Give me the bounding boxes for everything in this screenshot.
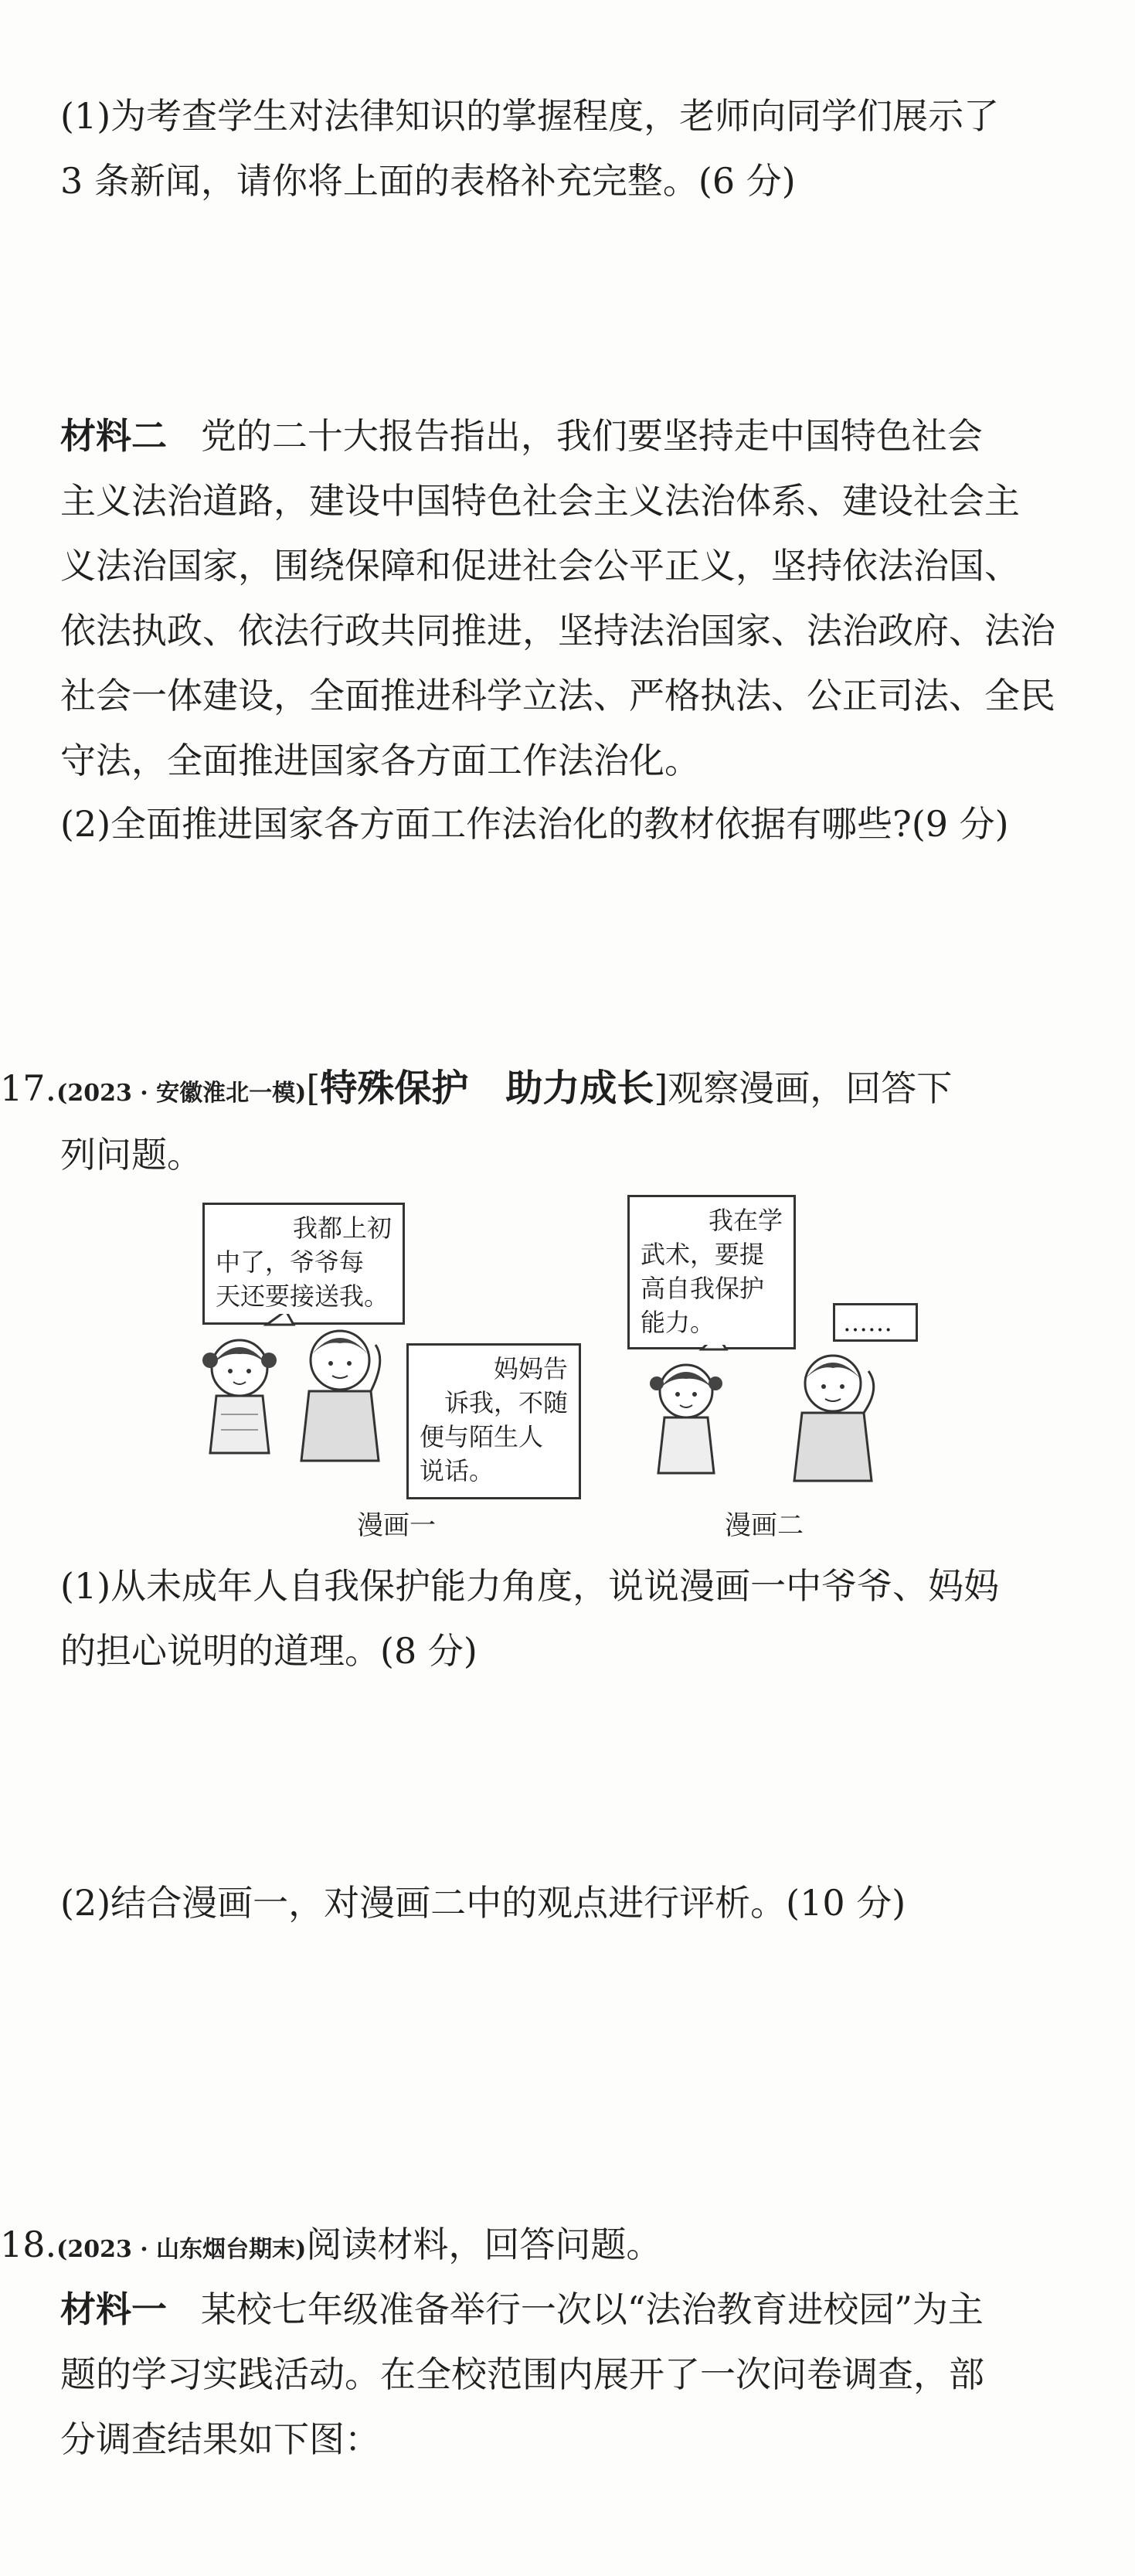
q16-material2-line6: 守法，全面推进国家各方面工作法治化。	[60, 740, 700, 781]
q17-part1-line1: (1)从未成年人自我保护能力角度，说说漫画一中爷爷、妈妈	[60, 1565, 1000, 1607]
q16-material2-line4: 依法执政、依法行政共同推进，坚持法治国家、法治政府、法治	[60, 610, 1055, 652]
material2-label: 材料二	[60, 415, 167, 457]
comic1-caption: 漫画一	[357, 1510, 436, 1541]
q18-intro: 阅读材料，回答问题。	[306, 2224, 662, 2265]
boy-figure-icon	[794, 1356, 874, 1481]
q16-part2: (2)全面推进国家各方面工作法治化的教材依据有哪些?(9 分)	[60, 803, 1009, 845]
q17-heading	[0, 1056, 1020, 1126]
boy-figure-icon	[301, 1331, 380, 1461]
comic2-speech-bubble-boy	[627, 1195, 796, 1349]
material2-text: 党的二十大报告指出，我们要坚持走中国特色社会	[200, 415, 983, 457]
comic1-bubble1-line1: 我都上初	[292, 1213, 392, 1243]
q16-material2-line3: 义法治国家，围绕保障和促进社会公平正义，坚持依法治国、	[60, 545, 1020, 587]
comic1-speech-bubble-mom	[406, 1343, 581, 1499]
comic1-speech-bubble-boy	[202, 1203, 405, 1325]
comic1-bubble1-line2: 中了，爷爷每	[216, 1247, 365, 1277]
q16-part1-line1: (1)为考查学生对法律知识的掌握程度，老师向同学们展示了	[60, 95, 1000, 137]
comic1-bubble1-line3: 天还要接送我。	[216, 1281, 389, 1311]
q16-part1-line2: 3 条新闻，请你将上面的表格补充完整。(6 分)	[60, 160, 796, 202]
comic2-speech-bubble-other: ……	[833, 1303, 918, 1342]
comic1-bubble2-line3: 便与陌生人	[420, 1422, 544, 1451]
q16-material2-line5: 社会一体建设，全面推进科学立法、严格执法、公正司法、全民	[60, 675, 1055, 716]
q17-source: (2023 · 安徽淮北一模)	[56, 1080, 307, 1107]
comic1-children-illustration	[193, 1314, 417, 1484]
comic2-bubble1-line3: 高自我保护	[641, 1274, 765, 1303]
q17-topic: 特殊保护 助力成长	[320, 1067, 654, 1110]
q17-part2: (2)结合漫画一，对漫画二中的观点进行评析。(10 分)	[60, 1882, 906, 1924]
q18-number: 18.	[0, 2224, 57, 2265]
girl-figure-icon	[202, 1340, 277, 1453]
q18-material1-line1	[60, 2277, 1080, 2342]
q17-topic-open: [	[306, 1067, 321, 1109]
q16-material2-line2: 主义法治道路，建设中国特色社会主义法治体系、建设社会主	[60, 480, 1020, 522]
material1-label: 材料一	[60, 2288, 167, 2330]
material1-text: 某校七年级准备举行一次以“法治教育进校园”为主	[200, 2288, 984, 2330]
bubble-tail-icon	[702, 1345, 726, 1349]
comic2-bubble1-line4: 能力。	[641, 1308, 715, 1337]
q16-material2-line1	[60, 403, 1080, 468]
q17-intro-line2: 列问题。	[60, 1134, 202, 1176]
comic2-bubble1-line2: 武术，要提	[641, 1240, 765, 1269]
comic2-caption: 漫画二	[725, 1510, 804, 1541]
q17-part1-line2: 的担心说明的道理。(8 分)	[60, 1630, 477, 1672]
girl-figure-icon	[650, 1365, 722, 1473]
comic1-bubble2-line4: 说话。	[420, 1456, 494, 1485]
comic2-children-illustration	[640, 1345, 895, 1499]
comic1-bubble2-line2: 诉我，不随	[443, 1388, 568, 1417]
q18-material1-line2: 题的学习实践活动。在全校范围内展开了一次问卷调查，部	[60, 2353, 984, 2395]
comic2-bubble1-line1: 我在学	[708, 1206, 783, 1235]
q17-intro-line1: 观察漫画，回答下	[668, 1067, 953, 1109]
comic1-bubble2-line1: 妈妈告	[493, 1354, 568, 1383]
q17-number: 17.	[0, 1067, 57, 1109]
q18-source: (2023 · 山东烟台期末)	[56, 2236, 307, 2263]
q17-topic-close: ]	[654, 1067, 668, 1109]
bubble-tail-icon	[267, 1314, 294, 1325]
q18-material1-line3: 分调查结果如下图：	[60, 2418, 380, 2460]
q18-heading	[0, 2212, 1020, 2282]
